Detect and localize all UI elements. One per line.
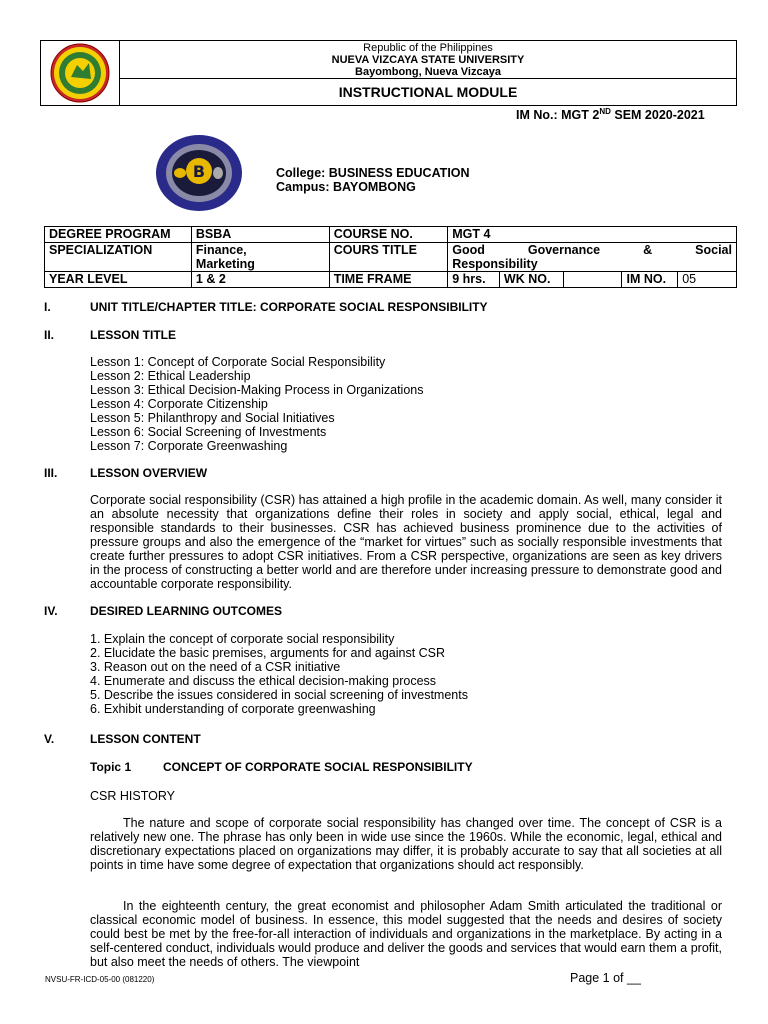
section-3-title: LESSON OVERVIEW (90, 466, 208, 480)
nvsu-logo-cell (41, 41, 120, 105)
content-paragraph-1: The nature and scope of corporate social responsibility has changed over time. The concept of CSR is a relatively new one. The phrase has only been in wide use since the 1960s. While the economic, legal, ethical and discretionary expectations placed on organizations may differ, it is probably accurate to say that all societies at all points in time have some degree of expectation that organizations should act responsibly. (90, 816, 722, 872)
section-4-title: DESIRED LEARNING OUTCOMES (90, 604, 283, 618)
form-code: NVSU-FR-ICD-05-00 (081220) (45, 975, 155, 984)
topic-title: CONCEPT OF CORPORATE SOCIAL RESPONSIBILITY (163, 760, 473, 774)
section-2-title: LESSON TITLE (90, 328, 177, 342)
list-item: 3. Reason out on the need of a CSR initiative (90, 660, 341, 674)
im-number-sup: ND (599, 107, 611, 116)
csr-history-heading: CSR HISTORY (90, 789, 175, 803)
college-line: College: BUSINESS EDUCATION (276, 166, 470, 180)
outcomes-list (90, 632, 690, 716)
degree-value: BSBA (191, 227, 329, 243)
list-item: Lesson 4: Corporate Citizenship (90, 397, 268, 411)
degree-label: DEGREE PROGRAM (45, 227, 192, 243)
header-box (40, 40, 737, 106)
course-title-line2: Responsibility (452, 257, 538, 271)
year-level-value: 1 & 2 (191, 272, 329, 288)
page-number: Page 1 of __ (570, 971, 641, 985)
university-header (120, 41, 736, 79)
table-row (45, 272, 737, 288)
business-education-seal-icon (155, 133, 243, 213)
republic-text: Republic of the Philippines (363, 42, 493, 54)
week-no-value (563, 272, 622, 288)
course-title-word: Governance (527, 243, 601, 257)
course-title-word: Good (452, 243, 485, 257)
university-location: Bayombong, Nueva Vizcaya (355, 66, 501, 78)
specialization-value (191, 243, 329, 272)
im-no-label: IM NO. (622, 272, 678, 288)
list-item: Lesson 2: Ethical Leadership (90, 369, 251, 383)
table-row (45, 227, 737, 243)
im-number-prefix: IM No.: MGT 2 (516, 108, 600, 123)
section-3-number: III. (44, 466, 58, 480)
im-number-suffix: SEM 2020-2021 (610, 108, 705, 123)
section-2-number: II. (44, 328, 55, 342)
section-1-title: UNIT TITLE/CHAPTER TITLE: CORPORATE SOCIAL RESPONSIBILITY (90, 300, 488, 314)
list-item: Lesson 6: Social Screening of Investments (90, 425, 327, 439)
course-title-word: Social (695, 243, 732, 257)
list-item: 1. Explain the concept of corporate social responsibility (90, 632, 395, 646)
specialization-label: SPECIALIZATION (45, 243, 192, 272)
lesson-overview-paragraph: Corporate social responsibility (CSR) has attained a high profile in the academic domain. As well, many consider it an absolute necessity that organizations define their roles in society and apply social, ethical, legal and responsible standards to their businesses. CSR has achieved business prominence due to the activities of pressure groups and also the emergence of the “market for virtues” such as socially responsible investments that create further pressures to adopt CSR initiatives. From a CSR perspective, organizations are seen as key drivers in the process of constructing a better world and are therefore under increasing pressure to demonstrate good and accountable corporate responsibility. (90, 493, 722, 591)
im-number (516, 107, 705, 122)
course-info-table (44, 226, 737, 288)
course-title-value (448, 243, 737, 272)
lesson-list (90, 355, 690, 453)
time-frame-value: 9 hrs. (448, 272, 500, 288)
section-4-number: IV. (44, 604, 58, 618)
time-frame-label: TIME FRAME (329, 272, 448, 288)
course-title-word: & (643, 243, 653, 257)
list-item: 6. Exhibit understanding of corporate greenwashing (90, 702, 376, 716)
course-no-value: MGT 4 (448, 227, 737, 243)
university-name: NUEVA VIZCAYA STATE UNIVERSITY (331, 54, 525, 66)
course-no-label: COURSE NO. (329, 227, 448, 243)
specialization-value-line1: Finance, (195, 243, 247, 257)
list-item: Lesson 1: Concept of Corporate Social Responsibility (90, 355, 386, 369)
week-no-label: WK NO. (499, 272, 563, 288)
section-5-number: V. (44, 732, 55, 746)
college-seal (155, 133, 243, 213)
section-5-title: LESSON CONTENT (90, 732, 201, 746)
module-title: INSTRUCTIONAL MODULE (338, 84, 518, 100)
list-item: Lesson 5: Philanthropy and Social Initiatives (90, 411, 335, 425)
course-title-line1 (452, 243, 732, 257)
section-1-number: I. (44, 300, 51, 314)
list-item: 4. Enumerate and discuss the ethical decision-making process (90, 674, 437, 688)
table-row (45, 243, 737, 272)
nvsu-seal-icon (41, 41, 119, 105)
svg-text:B: B (192, 162, 206, 181)
list-item: 5. Describe the issues considered in social screening of investments (90, 688, 468, 702)
list-item: 2. Elucidate the basic premises, arguments for and against CSR (90, 646, 446, 660)
topic-label: Topic 1 (90, 760, 132, 774)
list-item: Lesson 3: Ethical Decision-Making Process in Organizations (90, 383, 424, 397)
year-level-label: YEAR LEVEL (45, 272, 192, 288)
specialization-value-line2: Marketing (195, 257, 255, 271)
list-item: Lesson 7: Corporate Greenwashing (90, 439, 288, 453)
campus-line: Campus: BAYOMBONG (276, 180, 416, 194)
content-paragraph-2: In the eighteenth century, the great economist and philosopher Adam Smith articulated the traditional or classical economic model of business. In essence, this model suggested that the needs and desires of society could best be met by the free-for-all interaction of individuals and organizations in the marketplace. By acting in a self-centered conduct, individuals would produce and deliver the goods and services that would earn them a profit, but also meet the needs of others. The viewpoint (90, 899, 722, 969)
course-title-label: COURS TITLE (329, 243, 448, 272)
im-no-value: 05 (678, 272, 737, 288)
